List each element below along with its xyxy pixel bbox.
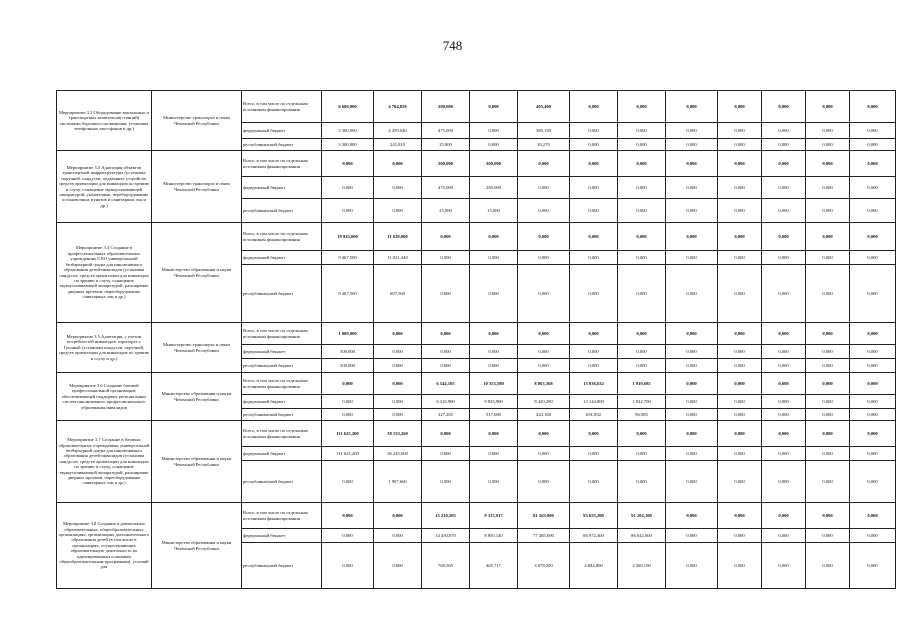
amount-cell: 0,000 [618, 91, 666, 123]
amount-cell: 6 544,105 [422, 373, 470, 395]
amount-cell: 0,000 [618, 199, 666, 223]
amount-cell: 300,000 [470, 151, 518, 177]
amount-cell: 0,000 [850, 543, 896, 589]
amount-cell: 0,000 [518, 461, 570, 503]
amount-cell: 0,000 [470, 461, 518, 503]
amount-cell: 0,000 [806, 359, 850, 373]
amount-cell: 111 625,200 [322, 447, 374, 461]
amount-cell: 0,000 [718, 139, 762, 151]
table-row [57, 373, 896, 395]
funding-source-cell: федеральный бюджет [242, 123, 322, 139]
amount-cell: 14 450,070 [422, 529, 470, 543]
amount-cell: 3 300,000 [322, 139, 374, 151]
amount-cell: 0,000 [518, 359, 570, 373]
amount-cell: 0,000 [374, 199, 422, 223]
amount-cell: 1 939,685 [618, 373, 666, 395]
amount-cell: 0,000 [374, 373, 422, 395]
amount-cell: 0,000 [762, 323, 806, 345]
amount-cell: 0,000 [570, 323, 618, 345]
amount-cell: 0,000 [618, 177, 666, 199]
amount-cell: 111 625,200 [322, 421, 374, 447]
amount-cell: 285,000 [470, 177, 518, 199]
amount-cell: 0,000 [618, 359, 666, 373]
amount-cell: 475,000 [422, 177, 470, 199]
amount-cell: 0,000 [570, 359, 618, 373]
amount-cell: 0,000 [762, 91, 806, 123]
amount-cell: 0,000 [666, 409, 718, 421]
amount-cell: 0,000 [718, 359, 762, 373]
funding-source-cell: республиканский бюджет [242, 265, 322, 323]
amount-cell: 0,000 [850, 123, 896, 139]
amount-cell: 91 202,100 [618, 503, 666, 529]
amount-cell: 6 600,000 [322, 91, 374, 123]
measure-name-cell: Мероприятие 3.8 Создание в дошкольных образовательных, общеобразовательных организациях, организациях дополнительного образования детей (в том числе в организациях, осуществляющих образовательную деятельность по адаптированным основным общеобразовательным программам), условий для [57, 503, 152, 589]
amount-cell: 0,000 [570, 123, 618, 139]
amount-cell: 0,000 [762, 529, 806, 543]
amount-cell: 0,000 [518, 421, 570, 447]
amount-cell: 0,000 [850, 503, 896, 529]
amount-cell: 0,000 [666, 359, 718, 373]
funding-source-cell: федеральный бюджет [242, 529, 322, 543]
amount-cell: 0,000 [762, 461, 806, 503]
amount-cell: 0,000 [850, 359, 896, 373]
amount-cell: 8 863,368 [518, 373, 570, 395]
amount-cell: 0,000 [666, 199, 718, 223]
amount-cell: 0,000 [618, 461, 666, 503]
amount-cell: 0,000 [850, 177, 896, 199]
amount-cell: 86 642,000 [618, 529, 666, 543]
amount-cell: 0,000 [762, 421, 806, 447]
amount-cell: 0,000 [666, 265, 718, 323]
amount-cell: 0,000 [762, 447, 806, 461]
amount-cell: 500,000 [422, 91, 470, 123]
amount-cell: 385,130 [518, 123, 570, 139]
amount-cell: 0,000 [718, 373, 762, 395]
amount-cell: 0,000 [806, 529, 850, 543]
amount-cell: 0,000 [850, 139, 896, 151]
measure-name-cell: Мероприятие 3.2 Оборудование вокзальных и транспортных комплексов(станций) системами бортового оповещения, установка телефонных таксофонов и др.) [57, 91, 152, 151]
amount-cell: 13 836,632 [570, 373, 618, 395]
amount-cell: 0,000 [570, 91, 618, 123]
funding-source-cell: республиканский бюджет [242, 461, 322, 503]
amount-cell: 0,000 [518, 323, 570, 345]
amount-cell: 0,000 [762, 409, 806, 421]
amount-cell: 0,000 [470, 139, 518, 151]
amount-cell: 0,000 [322, 543, 374, 589]
amount-cell: 0,000 [322, 151, 374, 177]
amount-cell: 0,000 [470, 345, 518, 359]
executor-cell: Министерство образования и науки Чеченской Республики [152, 503, 242, 589]
amount-cell: 0,000 [850, 265, 896, 323]
amount-cell: 0,000 [806, 139, 850, 151]
amount-cell: 0,000 [806, 421, 850, 447]
funding-source-cell: республиканский бюджет [242, 409, 322, 421]
amount-cell: 0,000 [570, 223, 618, 251]
amount-cell: 0,000 [806, 345, 850, 359]
amount-cell: 0,000 [666, 395, 718, 409]
amount-cell: 25,000 [422, 139, 470, 151]
amount-cell: 0,000 [806, 199, 850, 223]
amount-cell: 0,000 [762, 395, 806, 409]
executor-cell: Министерство транспорта и связи Чеченской Республики [152, 323, 242, 373]
amount-cell: 81 563,000 [518, 503, 570, 529]
amount-cell: 0,000 [762, 503, 806, 529]
table-row [57, 151, 896, 177]
amount-cell: 0,000 [718, 177, 762, 199]
amount-cell: 0,000 [570, 251, 618, 265]
amount-cell: 0,000 [422, 359, 470, 373]
amount-cell: 0,000 [470, 447, 518, 461]
amount-cell: 0,000 [806, 91, 850, 123]
amount-cell: 0,000 [806, 151, 850, 177]
amount-cell: 327,205 [422, 409, 470, 421]
amount-cell: 0,000 [518, 265, 570, 323]
measure-name-cell: Мероприятие 3.7 Создание в базовых образовательных учреждениях универсальной безбарьерной среды для инклюзивного образования детей-инвалидов (установка пандусов, средств ориентации для инвалидов по зрению и слуху, оснащение звукоусиливающей аппаратурой, расширение дверных проемов, переоборудование санитарных зон и др.) [57, 421, 152, 503]
amount-cell: 93 655,200 [570, 503, 618, 529]
amount-cell: 0,000 [718, 543, 762, 589]
amount-cell: 1 842,700 [618, 395, 666, 409]
amount-cell: 9 467,500 [322, 265, 374, 323]
amount-cell: 0,000 [718, 199, 762, 223]
amount-cell: 0,000 [666, 447, 718, 461]
amount-cell: 11 021,440 [374, 251, 422, 265]
funding-source-cell: республиканский бюджет [242, 543, 322, 589]
amount-cell: 0,000 [518, 223, 570, 251]
amount-cell: 0,000 [666, 91, 718, 123]
amount-cell: 0,000 [718, 151, 762, 177]
amount-cell: 0,000 [666, 251, 718, 265]
amount-cell: 0,000 [470, 421, 518, 447]
executor-cell: Министерство образования и науки Чеченской Республики [152, 421, 242, 503]
amount-cell: 0,000 [806, 503, 850, 529]
amount-cell: 0,000 [518, 151, 570, 177]
amount-cell: 0,000 [718, 503, 762, 529]
amount-cell: 0,000 [762, 223, 806, 251]
amount-cell: 1 000,000 [322, 323, 374, 345]
amount-cell: 0,000 [806, 447, 850, 461]
amount-cell: 0,000 [850, 223, 896, 251]
amount-cell: 0,000 [666, 461, 718, 503]
funding-source-cell: федеральный бюджет [242, 395, 322, 409]
amount-cell: 10 353,580 [470, 373, 518, 395]
amount-cell: 0,000 [762, 373, 806, 395]
amount-cell: 0,000 [374, 543, 422, 589]
funding-source-cell: Всего, в том числе по отдельным источникам финансирования [242, 503, 322, 529]
amount-cell: 500,000 [422, 151, 470, 177]
amount-cell: 500,000 [322, 345, 374, 359]
amount-cell: 0,000 [762, 345, 806, 359]
amount-cell: 0,000 [762, 543, 806, 589]
measure-name-cell: Мероприятие 3.4 Создание в профессиональных образовательных учреждениях СПО универсальной безбарьерной среды для инклюзивного образования детей-инвалидов (установка пандусов, средств ориентации для инвалидов по зрению и слуху, оснащение звукоусиливающей аппаратурой, расширение дверных проемов, переоборудование санитарных зон и др.) [57, 223, 152, 323]
amount-cell: 0,000 [518, 199, 570, 223]
amount-cell: 0,000 [518, 447, 570, 461]
amount-cell: 0,000 [850, 373, 896, 395]
amount-cell: 0,000 [374, 151, 422, 177]
amount-cell: 0,000 [618, 251, 666, 265]
amount-cell: 0,000 [374, 395, 422, 409]
funding-source-cell: федеральный бюджет [242, 177, 322, 199]
funding-source-cell: Всего, в том числе по отдельным источникам финансирования [242, 223, 322, 251]
amount-cell: 9 315,917 [470, 503, 518, 529]
amount-cell: 0,000 [806, 177, 850, 199]
funding-source-cell: республиканский бюджет [242, 139, 322, 151]
amount-cell: 0,000 [850, 151, 896, 177]
amount-cell: 0,000 [718, 251, 762, 265]
executor-cell: Министерство транспорта и связи Чеченской Республики [152, 151, 242, 223]
amount-cell: 0,000 [718, 529, 762, 543]
amount-cell: 0,000 [422, 461, 470, 503]
amount-cell: 77 485,000 [518, 529, 570, 543]
amount-cell: 0,000 [322, 409, 374, 421]
amount-cell: 0,000 [666, 373, 718, 395]
amount-cell: 0,000 [718, 323, 762, 345]
amount-cell: 0,000 [762, 199, 806, 223]
amount-cell: 0,000 [762, 123, 806, 139]
amount-cell: 0,000 [806, 373, 850, 395]
amount-cell: 20,270 [518, 139, 570, 151]
budget-table-body [57, 91, 896, 589]
amount-cell: 0,000 [470, 359, 518, 373]
amount-cell: 0,000 [422, 345, 470, 359]
amount-cell: 405,400 [518, 91, 570, 123]
amount-cell: 9 835,900 [470, 395, 518, 409]
amount-cell: 0,000 [470, 91, 518, 123]
amount-cell: 0,000 [666, 345, 718, 359]
amount-cell: 4 459,040 [374, 123, 422, 139]
amount-cell: 245,810 [374, 139, 422, 151]
amount-cell: 0,000 [322, 529, 374, 543]
executor-cell: Министерство образования и науки Чеченской Республики [152, 223, 242, 323]
measure-name-cell: Мероприятие 3.5 Адаптация, с учетом потребностей инвалидов, аэропорта г. Грозный (установка пандусов, поручней, средств ориентации для инвалидов по зрению и слуху и др.) [57, 323, 152, 373]
amount-cell: 0,000 [806, 223, 850, 251]
amount-cell: 0,000 [470, 223, 518, 251]
amount-cell: 0,000 [666, 151, 718, 177]
amount-cell: 0,000 [666, 177, 718, 199]
amount-cell: 0,000 [570, 345, 618, 359]
amount-cell: 18 935,000 [322, 223, 374, 251]
amount-cell: 4 560,100 [618, 543, 666, 589]
amount-cell: 25,000 [422, 199, 470, 223]
amount-cell: 517,680 [470, 409, 518, 421]
amount-cell: 0,000 [666, 123, 718, 139]
amount-cell: 0,000 [762, 177, 806, 199]
amount-cell: 6 216,900 [422, 395, 470, 409]
measure-name-cell: Мероприятие 3.3 Адаптация объектов транспортной инфраструктуры (установка поручней, пандусов, подъемных устройств, средств ориентации для инвалидов по зрению и слуху, оснащение звукоусиливающей аппаратурой, указателями, перебороудование остановочных пунктов и санитарных зон и др.) [57, 151, 152, 223]
amount-cell: 0,000 [518, 251, 570, 265]
amount-cell: 0,000 [322, 373, 374, 395]
budget-table [56, 90, 896, 589]
amount-cell: 0,000 [570, 265, 618, 323]
table-row [57, 421, 896, 447]
amount-cell: 0,000 [470, 123, 518, 139]
amount-cell: 0,000 [850, 447, 896, 461]
amount-cell: 0,000 [666, 529, 718, 543]
amount-cell: 0,000 [374, 345, 422, 359]
amount-cell: 0,000 [762, 251, 806, 265]
amount-cell: 0,000 [666, 323, 718, 345]
amount-cell: 0,000 [374, 323, 422, 345]
funding-source-cell: федеральный бюджет [242, 251, 322, 265]
amount-cell: 0,000 [570, 177, 618, 199]
amount-cell: 465,717 [470, 543, 518, 589]
amount-cell: 0,000 [666, 543, 718, 589]
amount-cell: 0,000 [618, 139, 666, 151]
amount-cell: 0,000 [374, 409, 422, 421]
amount-cell: 0,000 [666, 503, 718, 529]
amount-cell: 11 629,000 [374, 223, 422, 251]
amount-cell: 0,000 [718, 409, 762, 421]
amount-cell: 0,000 [322, 461, 374, 503]
amount-cell: 96,985 [618, 409, 666, 421]
amount-cell: 8 420,200 [518, 395, 570, 409]
funding-source-cell: республиканский бюджет [242, 199, 322, 223]
amount-cell: 0,000 [718, 461, 762, 503]
amount-cell: 3 300,000 [322, 123, 374, 139]
amount-cell: 0,000 [718, 345, 762, 359]
funding-source-cell: Всего, в том числе по отдельным источникам финансирования [242, 91, 322, 123]
amount-cell: 607,560 [374, 265, 422, 323]
amount-cell: 0,000 [806, 409, 850, 421]
table-row [57, 91, 896, 123]
amount-cell: 0,000 [850, 251, 896, 265]
funding-source-cell: республиканский бюджет [242, 359, 322, 373]
amount-cell: 0,000 [666, 421, 718, 447]
executor-cell: Министерство транспорта и связи Чеченской Республики [152, 91, 242, 151]
amount-cell: 0,000 [422, 447, 470, 461]
executor-cell: Министерство образования и науки Чеченской Республики [152, 373, 242, 421]
amount-cell: 0,000 [718, 265, 762, 323]
amount-cell: 8 850,140 [470, 529, 518, 543]
amount-cell: 443,168 [518, 409, 570, 421]
amount-cell: 0,000 [762, 265, 806, 323]
amount-cell: 0,000 [422, 323, 470, 345]
amount-cell: 0,000 [374, 503, 422, 529]
funding-source-cell: Всего, в том числе по отдельным источникам финансирования [242, 151, 322, 177]
amount-cell: 0,000 [570, 199, 618, 223]
amount-cell: 0,000 [618, 447, 666, 461]
amount-cell: 0,000 [850, 91, 896, 123]
table-row [57, 503, 896, 529]
measure-name-cell: Мероприятие 3.6 Создание базовой профессиональной организации, обеспечивающей поддержку региональных систем инклюзивного профессионального образования инвалидов [57, 373, 152, 421]
amount-cell: 0,000 [718, 421, 762, 447]
amount-cell: 88 972,400 [570, 529, 618, 543]
amount-cell: 0,000 [718, 91, 762, 123]
amount-cell: 691,832 [570, 409, 618, 421]
amount-cell: 0,000 [570, 421, 618, 447]
funding-source-cell: федеральный бюджет [242, 345, 322, 359]
amount-cell: 4 682,800 [570, 543, 618, 589]
funding-source-cell: федеральный бюджет [242, 447, 322, 461]
amount-cell: 0,000 [718, 395, 762, 409]
amount-cell: 0,000 [850, 199, 896, 223]
amount-cell: 0,000 [806, 543, 850, 589]
amount-cell: 0,000 [470, 251, 518, 265]
amount-cell: 0,000 [806, 323, 850, 345]
amount-cell: 0,000 [666, 223, 718, 251]
amount-cell: 0,000 [322, 199, 374, 223]
amount-cell: 0,000 [570, 461, 618, 503]
amount-cell: 0,000 [570, 151, 618, 177]
amount-cell: 0,000 [618, 265, 666, 323]
amount-cell: 760,505 [422, 543, 470, 589]
page-number: 748 [442, 38, 463, 53]
amount-cell: 0,000 [422, 251, 470, 265]
amount-cell: 0,000 [470, 265, 518, 323]
amount-cell: 0,000 [570, 139, 618, 151]
amount-cell: 9 467,500 [322, 251, 374, 265]
amount-cell: 0,000 [850, 323, 896, 345]
amount-cell: 0,000 [850, 345, 896, 359]
amount-cell: 0,000 [618, 345, 666, 359]
amount-cell: 0,000 [850, 421, 896, 447]
amount-cell: 4 078,200 [518, 543, 570, 589]
amount-cell: 15,000 [470, 199, 518, 223]
amount-cell: 0,000 [618, 323, 666, 345]
table-row [57, 223, 896, 251]
amount-cell: 4 704,850 [374, 91, 422, 123]
amount-cell: 0,000 [762, 359, 806, 373]
amount-cell: 0,000 [806, 123, 850, 139]
amount-cell: 0,000 [850, 395, 896, 409]
funding-source-cell: Всего, в том числе по отдельным источникам финансирования [242, 323, 322, 345]
table-row [57, 323, 896, 345]
amount-cell: 0,000 [806, 461, 850, 503]
amount-cell: 15 210,505 [422, 503, 470, 529]
amount-cell: 0,000 [422, 421, 470, 447]
amount-cell: 0,000 [806, 265, 850, 323]
funding-source-cell: Всего, в том числе по отдельным источникам финансирования [242, 373, 322, 395]
amount-cell: 0,000 [718, 447, 762, 461]
amount-cell: 0,000 [806, 395, 850, 409]
amount-cell: 500,000 [322, 359, 374, 373]
amount-cell: 0,000 [666, 139, 718, 151]
amount-cell: 0,000 [374, 529, 422, 543]
amount-cell: 0,000 [374, 359, 422, 373]
amount-cell: 0,000 [718, 123, 762, 139]
amount-cell: 0,000 [422, 265, 470, 323]
amount-cell: 0,000 [570, 447, 618, 461]
amount-cell: 0,000 [470, 323, 518, 345]
amount-cell: 0,000 [850, 529, 896, 543]
amount-cell: 0,000 [762, 151, 806, 177]
amount-cell: 36 245,600 [374, 447, 422, 461]
amount-cell: 0,000 [374, 177, 422, 199]
amount-cell: 0,000 [422, 223, 470, 251]
amount-cell: 0,000 [806, 251, 850, 265]
amount-cell: 0,000 [322, 177, 374, 199]
funding-source-cell: Всего, в том числе по отдельным источникам финансирования [242, 421, 322, 447]
amount-cell: 0,000 [618, 123, 666, 139]
amount-cell: 1 907,660 [374, 461, 422, 503]
amount-cell: 0,000 [850, 461, 896, 503]
amount-cell: 0,000 [850, 409, 896, 421]
amount-cell: 0,000 [322, 395, 374, 409]
amount-cell: 0,000 [518, 345, 570, 359]
amount-cell: 0,000 [618, 151, 666, 177]
amount-cell: 0,000 [618, 223, 666, 251]
amount-cell: 0,000 [518, 177, 570, 199]
amount-cell: 13 144,800 [570, 395, 618, 409]
amount-cell: 0,000 [322, 503, 374, 529]
amount-cell: 0,000 [718, 223, 762, 251]
amount-cell: 475,000 [422, 123, 470, 139]
amount-cell: 0,000 [618, 421, 666, 447]
amount-cell: 38 153,260 [374, 421, 422, 447]
amount-cell: 0,000 [762, 139, 806, 151]
